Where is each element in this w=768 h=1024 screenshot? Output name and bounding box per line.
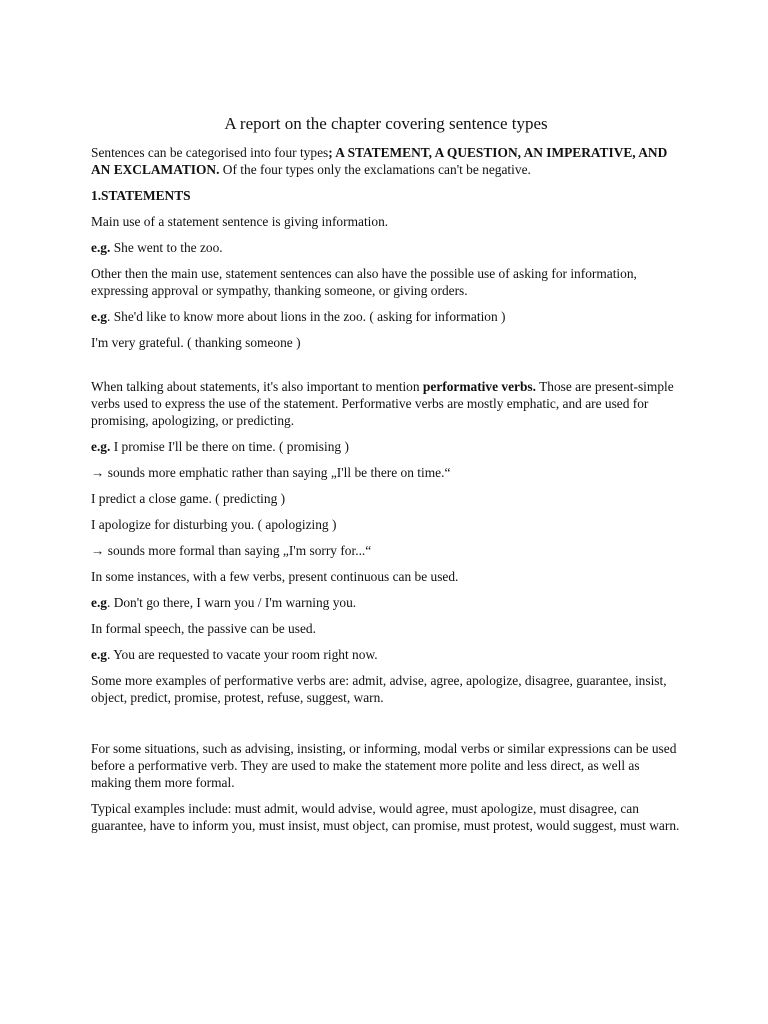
example-promise [91, 438, 681, 455]
example-label: e.g [91, 309, 107, 324]
example-zoo [91, 239, 681, 256]
performative-verbs-bold: performative verbs. [422, 379, 536, 394]
performative-text-2: Those are present-simple verbs used to express the use of the statement. Performative verbs are mostly emphatic, and are used for promising, apologizing, or predicting. [91, 379, 674, 428]
intro-paragraph [91, 144, 681, 178]
main-use-paragraph: Main use of a statement sentence is giving information. [91, 214, 389, 229]
example-text: She went to the zoo. [110, 240, 223, 255]
arrow-note-emphatic: → sounds more emphatic rather than saying „I'll be there on time.“ [91, 465, 451, 480]
example-text: . She'd like to know more about lions in the zoo. ( asking for information ) [107, 309, 506, 324]
continuous-paragraph: In some instances, with a few verbs, present continuous can be used. [91, 569, 459, 584]
example-text: . You are requested to vacate your room right now. [107, 647, 378, 662]
example-warn [91, 594, 681, 611]
document-page [91, 114, 681, 843]
other-uses-paragraph: Other then the main use, statement sentences can also have the possible use of asking for information, expressing approval or sympathy, thanking someone, or giving orders. [91, 266, 637, 298]
grateful-line: I'm very grateful. ( thanking someone ) [91, 335, 301, 350]
intro-text-2: Of the four types only the exclamations can't be negative. [219, 162, 531, 177]
predict-line: I predict a close game. ( predicting ) [91, 491, 286, 506]
typical-examples-paragraph: Typical examples include: must admit, would advise, would agree, must apologize, must disagree, can guarantee, have to inform you, must insist, must object, can promise, must protest, would suggest, must warn. [91, 801, 680, 833]
passive-paragraph: In formal speech, the passive can be used. [91, 621, 316, 636]
example-label: e.g. [91, 439, 111, 454]
example-text: . Don't go there, I warn you / I'm warning you. [107, 595, 357, 610]
performative-text-1: When talking about statements, it's also important to mention [91, 379, 423, 394]
example-vacate [91, 646, 681, 663]
performative-paragraph [91, 378, 681, 429]
example-label: e.g [91, 647, 107, 662]
example-lions [91, 308, 681, 325]
apologize-line: I apologize for disturbing you. ( apologizing ) [91, 517, 337, 532]
intro-text-1: Sentences can be categorised into four types [91, 145, 329, 160]
example-label: e.g. [91, 240, 111, 255]
example-text: I promise I'll be there on time. ( promising ) [110, 439, 349, 454]
example-label: e.g [91, 595, 107, 610]
section-heading-statements: 1.STATEMENTS [91, 188, 191, 203]
document-title: A report on the chapter covering sentence types [224, 114, 548, 133]
intro-types-bold: ; A STATEMENT, A QUESTION, AN IMPERATIVE, AND AN EXCLAMATION. [91, 145, 668, 177]
modal-verbs-paragraph: For some situations, such as advising, insisting, or informing, modal verbs or similar expressions can be used before a performative verb. They are used to make the statement more polite and less direct, as well as making them more formal. [91, 741, 677, 790]
more-examples-paragraph: Some more examples of performative verbs are: admit, advise, agree, apologize, disagree, guarantee, insist, object, predict, promise, protest, refuse, suggest, warn. [91, 673, 667, 705]
arrow-note-formal: → sounds more formal than saying „I'm sorry for...“ [91, 543, 372, 558]
